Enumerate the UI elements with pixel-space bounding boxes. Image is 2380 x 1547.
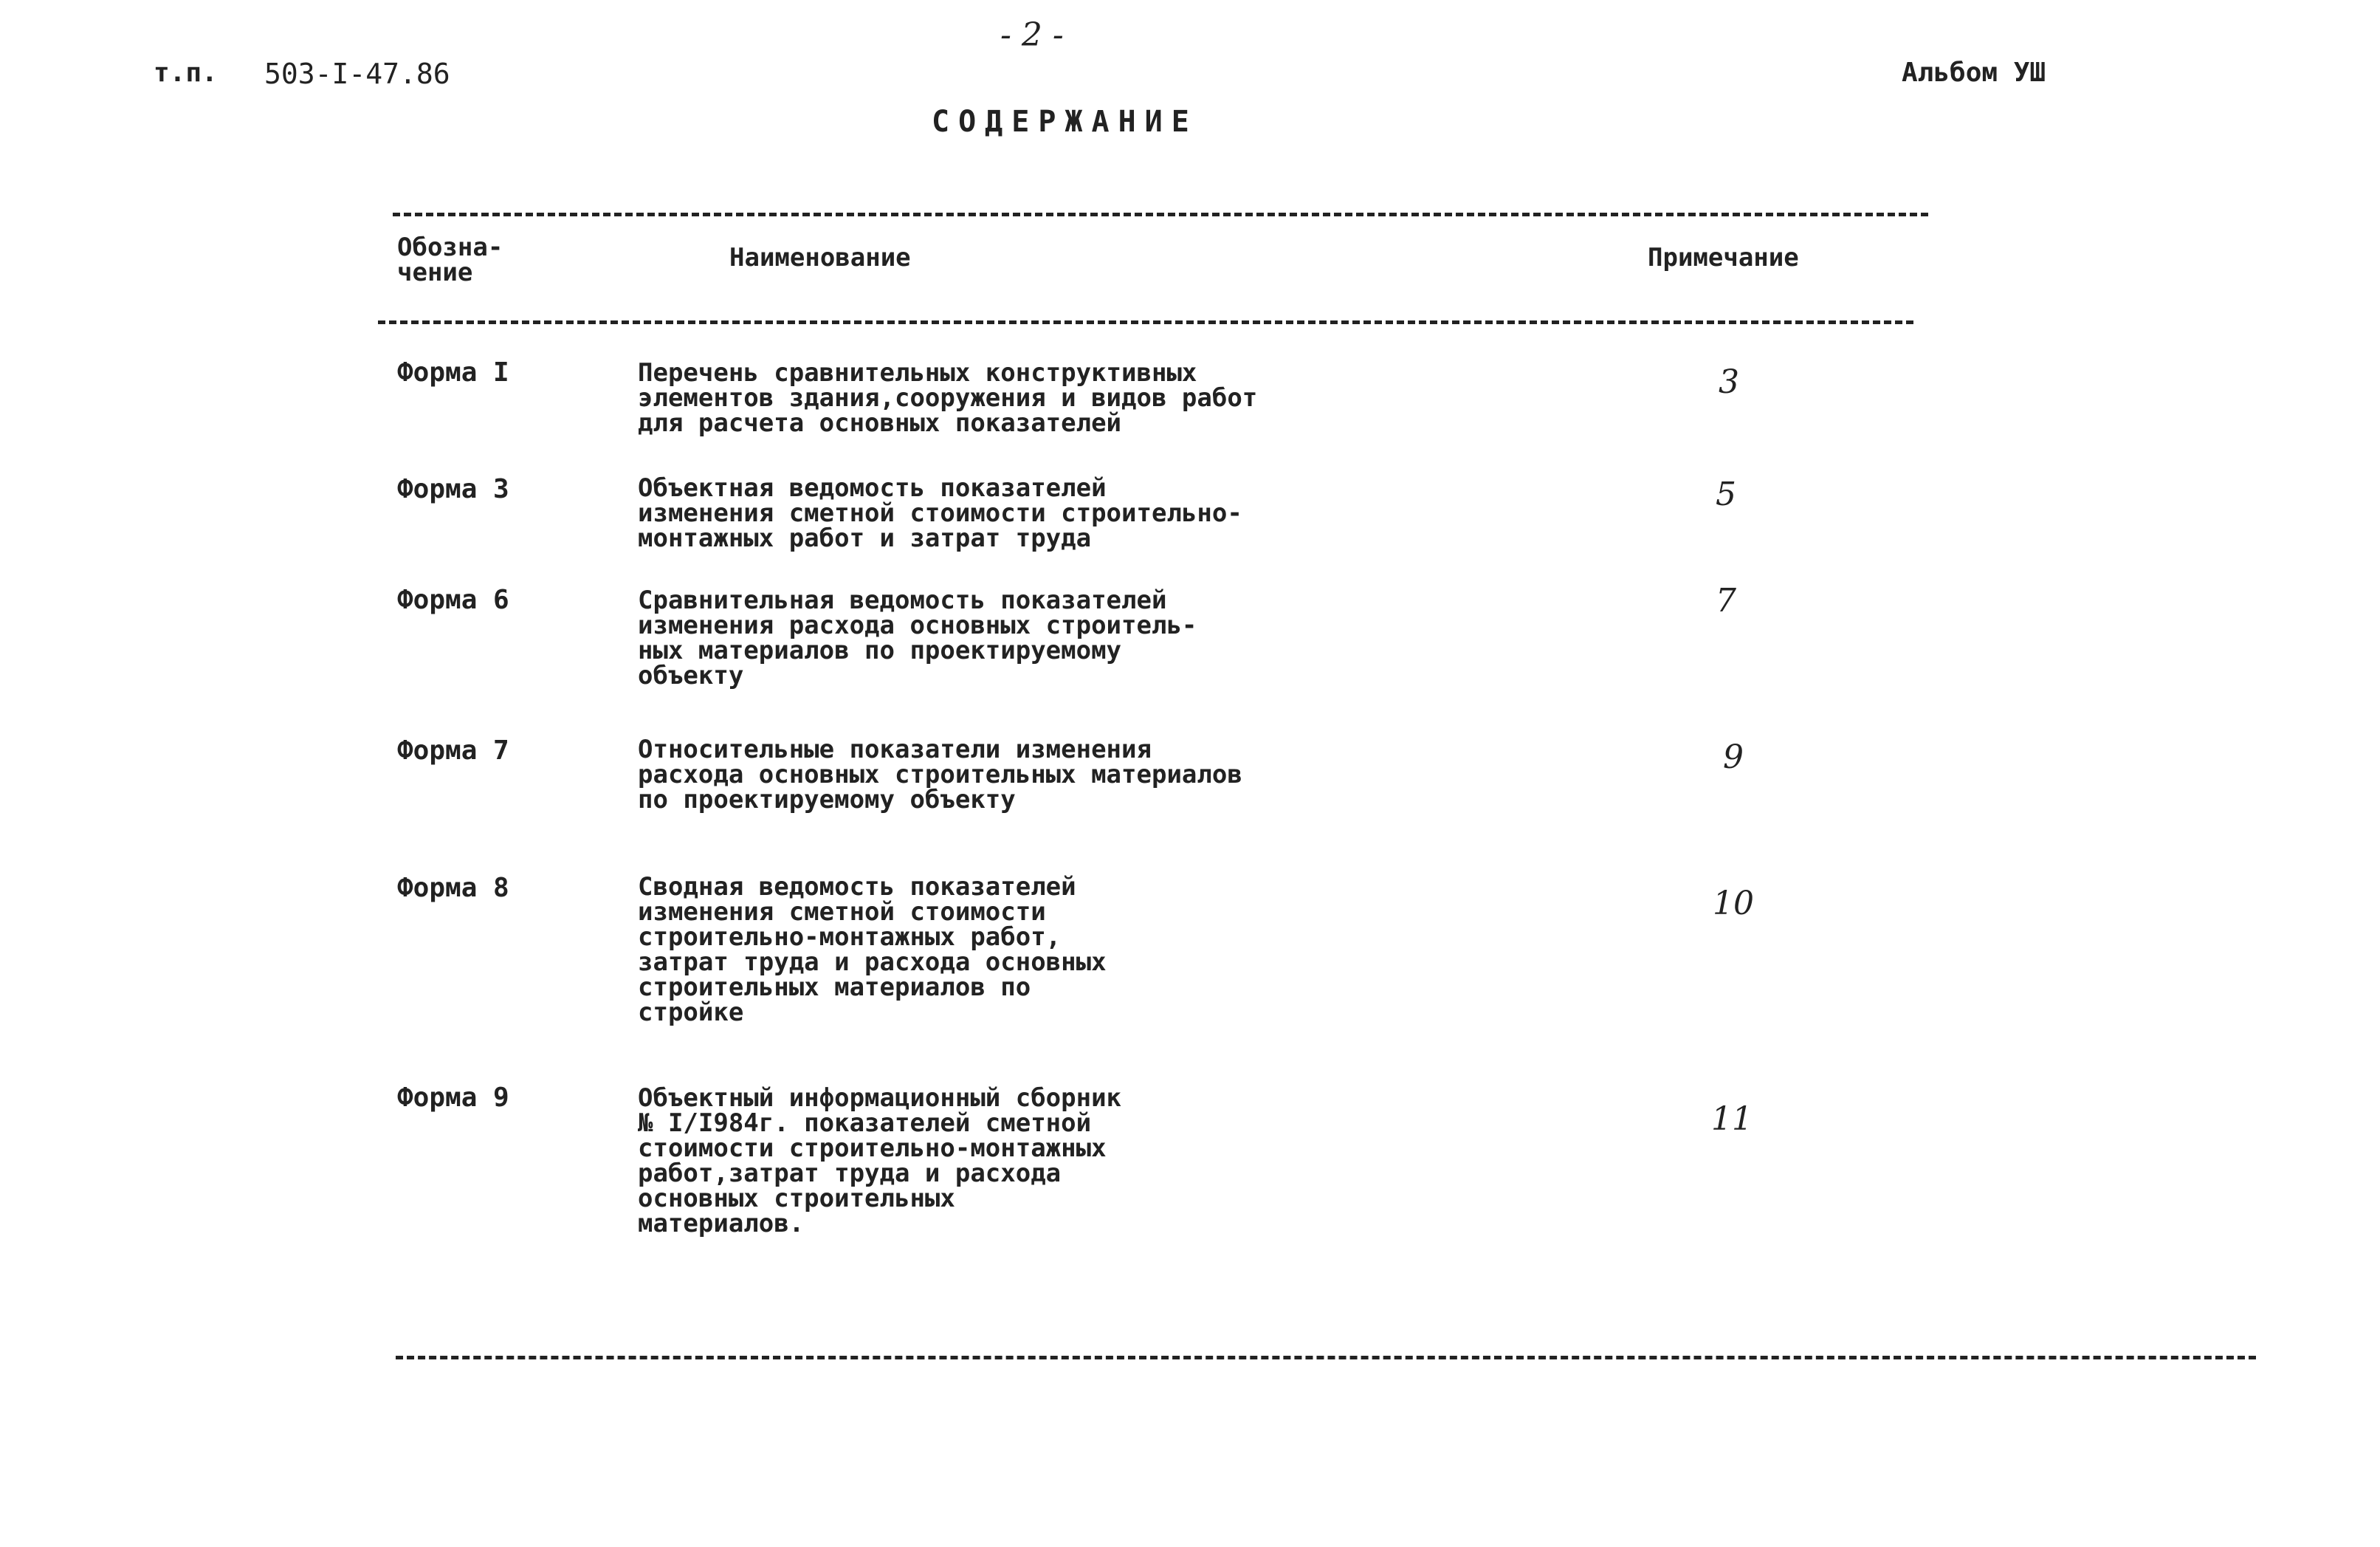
row-page: 9 bbox=[1723, 738, 1744, 776]
row-page: 10 bbox=[1713, 885, 1754, 922]
table-header-rule bbox=[378, 320, 1913, 324]
table-bottom-rule bbox=[396, 1356, 2256, 1359]
row-name: Сравнительная ведомость показателей изменения расхода основных строитель- ных материалов по проектируемому объекту bbox=[638, 586, 1197, 690]
page-number: - 2 - bbox=[1000, 16, 1064, 54]
row-code: Форма 3 bbox=[397, 474, 509, 504]
column-header-name: Наименование bbox=[729, 243, 911, 272]
column-header-designation: Обозна- чение bbox=[397, 233, 503, 287]
row-page: 5 bbox=[1716, 476, 1736, 513]
row-name: Относительные показатели изменения расхода основных строительных материалов по проектируемому объекту bbox=[638, 735, 1242, 814]
row-name: Сводная ведомость показателей изменения сметной стоимости строительно-монтажных работ, затрат труда и расхода основных строительных материалов по стройке bbox=[638, 872, 1107, 1027]
row-name: Перечень сравнительных конструктивных элементов здания,сооружения и видов работ для расчета основных показателей bbox=[638, 358, 1258, 438]
row-code: Форма I bbox=[397, 357, 509, 388]
doc-code: 503-I-47.86 bbox=[264, 58, 450, 90]
row-page: 11 bbox=[1711, 1100, 1753, 1138]
row-code: Форма 9 bbox=[397, 1083, 509, 1113]
row-page: 7 bbox=[1716, 582, 1736, 620]
row-code: Форма 6 bbox=[397, 585, 509, 615]
row-name: Объектный информационный сборник № I/I984г. показателей сметной стоимости строительно-монтажных работ,затрат труда и расхода основных строительных материалов. bbox=[638, 1083, 1122, 1238]
page-title: СОДЕРЖАНИЕ bbox=[932, 105, 1198, 139]
album-label: Альбом УШ bbox=[1902, 58, 2046, 88]
row-code: Форма 7 bbox=[397, 735, 509, 766]
table-top-rule bbox=[393, 213, 1928, 216]
column-header-note: Примечание bbox=[1648, 243, 1799, 272]
row-page: 3 bbox=[1719, 363, 1739, 401]
row-name: Объектная ведомость показателей изменения сметной стоимости строительно- монтажных работ и затрат труда bbox=[638, 473, 1242, 553]
doc-prefix: т.п. bbox=[154, 58, 218, 88]
row-code: Форма 8 bbox=[397, 873, 509, 903]
